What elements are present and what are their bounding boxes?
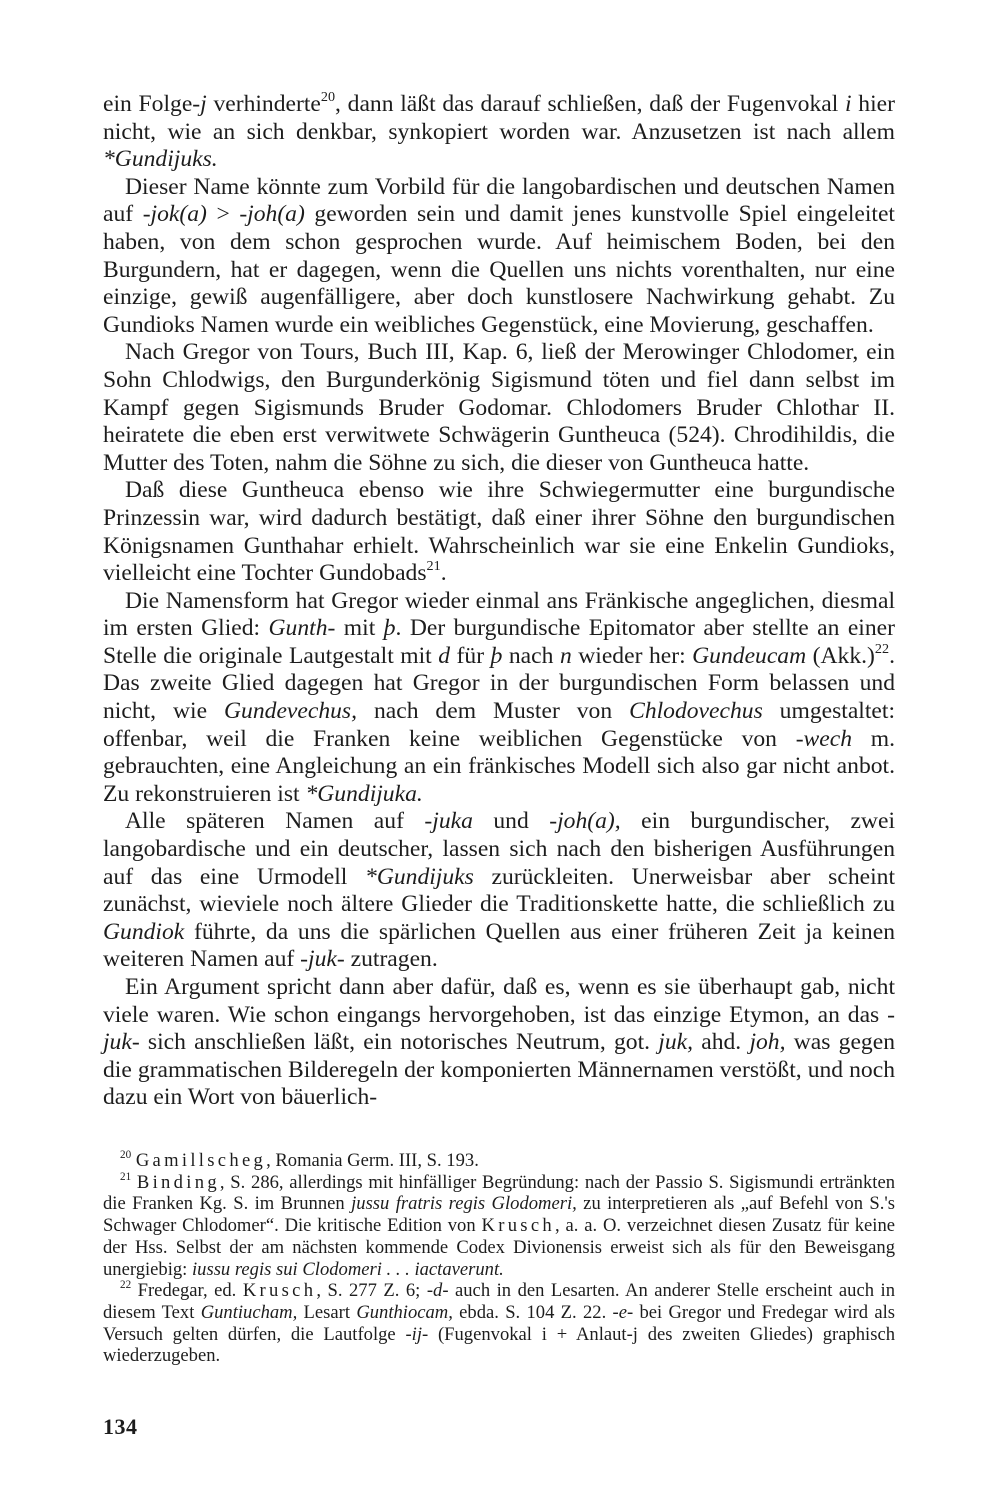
text-run: Alle späteren Namen auf: [125, 808, 425, 835]
text-run: . Der burgundische Epitomator aber stellte an einer Stelle die originale Lautgestalt mit: [103, 615, 895, 669]
text-run: geworden sein und damit jenes kunstvolle Spiel eingeleitet haben, von dem schon gesprochen wurde. Auf heimischem Boden, bei den Burgundern, hat er dagegen, wenn die Quellen uns nichts vorenthalten, nur eine einzige, gewiß augenfälligere, aber doch kunstlosere Nachwirkung gehabt. Zu Gundioks Namen wurde ein weibliches Gegenstück, eine Movierung, geschaffen.: [103, 201, 895, 338]
italic-term: Gunthiocam,: [356, 1301, 453, 1323]
italic-term: d: [438, 642, 451, 669]
text-run: ein Folge-: [103, 91, 201, 117]
italic-term: þ: [383, 615, 396, 642]
italic-term: Guntiucham,: [200, 1301, 298, 1323]
italic-term: -wech: [795, 725, 853, 752]
footnote-22: [103, 1280, 895, 1367]
text-run: , Romania Germ. III, S. 193.: [266, 1150, 479, 1171]
footnote-ref: 20: [320, 89, 336, 106]
italic-term: -d-: [426, 1280, 449, 1302]
text-run: zurückleiten. Unerweisbar aber scheint zunächst, wieviele noch ältere Glieder die Traditionskette hatte, die schließlich zu: [103, 863, 895, 918]
italic-term: Chlodovechus: [629, 698, 763, 725]
italic-term: -ij-: [405, 1323, 429, 1345]
text-run: nach dem Muster von: [357, 698, 630, 725]
footnote-ref: 22: [120, 1279, 132, 1292]
paragraph: [103, 974, 895, 1112]
text-run: ein burgundischer, zwei langobardische und ein deutscher, lassen sich nach den bisherigen Ausführungen auf das eine Urmodell: [103, 808, 895, 890]
italic-term: Gundeucam: [692, 642, 807, 669]
spaced-author-name: Binding: [136, 1171, 220, 1193]
footnote-ref: 21: [120, 1170, 132, 1183]
spaced-author-name: Gamillscheg: [135, 1150, 267, 1171]
text-run: Die Namensform hat Gregor wieder einmal ans Fränkische angeglichen, diesmal im ersten Glied:: [103, 587, 895, 642]
paragraph: [103, 339, 895, 477]
text-run: .: [440, 560, 447, 587]
italic-term: -juk-: [300, 946, 345, 973]
footnote-20: [103, 1150, 895, 1172]
text-run: und: [472, 808, 550, 835]
italic-term: Gunth-: [268, 615, 336, 642]
text-run: Nach Gregor von Tours, Buch III, Kap. 6, ließ der Merowinger Chlodomer, ein Sohn Chlodwigs, den Burgunderkönig Sigismund töten und fiel dann selbst im Kampf gegen Sigismunds Bruder Godomar. Chlodomers Bruder Chlothar II. heiratete die eben erst verwitwete Schwägerin Guntheuca (524). Chrodihildis, die Mutter des Toten, nahm die Söhne zu sich, die dieser von Guntheuca hatte.: [103, 339, 895, 476]
text-run: mit: [335, 615, 384, 642]
italic-term: *Gundijuks.: [103, 146, 218, 173]
text-run: wieder her:: [571, 642, 693, 669]
text-run: , S. 277 Z. 6;: [316, 1280, 427, 1302]
text-run: für: [450, 642, 491, 669]
text-run: ahd.: [693, 1029, 750, 1056]
footnote-ref: 20: [120, 1149, 132, 1162]
italic-term: j: [200, 91, 207, 117]
text-run: Ein Argument spricht dann aber dafür, daß es, wenn es sie überhaupt gab, nicht viele waren. Wie schon eingangs hervorgehoben, ist das einzige Etymon, an das: [103, 974, 895, 1028]
text-run: auch in den Lesarten. An anderer Stelle erscheint auch in diesem Text: [103, 1280, 895, 1323]
paragraph: [103, 477, 895, 587]
text-run: umgestaltet: offenbar, weil die Franken keine weiblichen Gegenstücke von: [103, 698, 896, 752]
spaced-author-name: Krusch: [242, 1280, 317, 1302]
italic-term: n: [559, 642, 572, 669]
text-run: führte, da uns die spärlichen Quellen aus einer früheren Zeit ja keinen weiteren Namen auf: [103, 918, 895, 973]
italic-term: þ: [490, 642, 503, 669]
italic-term: -jok(a): [142, 201, 207, 228]
page-number: 134: [103, 1414, 138, 1439]
text-run: bei Gregor und Fredegar wird als Versuch gelten dürfen, die Lautfolge: [103, 1301, 895, 1345]
italic-term: -juk-: [103, 1001, 895, 1056]
text-run: (Fugenvokal i + Anlaut-j des zweiten Gliedes) graphisch wiederzugeben.: [103, 1323, 895, 1367]
paragraph: [103, 174, 895, 340]
italic-term: juk,: [658, 1029, 694, 1056]
text-run: ebda. S. 104 Z. 22.: [452, 1301, 613, 1323]
text-run: , S. 286, allerdings mit hinfälliger Begründung: nach der Passio S. Sigismundi ertränkten die Franken Kg. S. im Brunnen: [103, 1171, 895, 1215]
text-run: m. gebrauchten, eine Angleichung an ein fränkisches Modell sich also gar nicht anbot. Zu rekonstruieren ist: [103, 725, 895, 807]
text-run: >: [206, 201, 240, 228]
italic-term: *Gundijuka.: [305, 780, 423, 807]
text-run: . Das zweite Glied dagegen hat Gregor in der burgundischen Form belassen und nicht, wie: [103, 642, 895, 725]
italic-term: -e-: [612, 1301, 634, 1323]
italic-term: -joh(a),: [549, 808, 621, 835]
italic-term: -juka: [424, 808, 473, 835]
paragraph: [103, 91, 895, 174]
text-run: , a. a. O. verzeichnet diesen Zusatz für keine der Hss. Selbst der am nächsten kommende Codex Divionensis erweist sich als für den Beweisgang unergiebig:: [103, 1215, 896, 1280]
italic-term: joh,: [749, 1029, 786, 1056]
footnote-ref: 22: [874, 640, 890, 657]
footnotes: [103, 1150, 895, 1367]
paragraph: [103, 808, 895, 974]
spaced-author-name: Krusch: [481, 1215, 555, 1237]
paragraph: [103, 588, 895, 809]
text-run: Dieser Name könnte zum Vorbild für die langobardischen und deutschen Namen auf: [103, 173, 895, 228]
italic-term: i: [845, 91, 852, 117]
footnote-ref: 21: [426, 558, 441, 575]
text-run: hier nicht, wie an sich denkbar, synkopiert worden war. Anzusetzen ist nach allem: [103, 91, 895, 145]
text-run: Lesart: [297, 1301, 357, 1323]
italic-term: -joh(a): [239, 201, 305, 228]
italic-term: Gundiok: [103, 918, 185, 945]
text-run: sich anschließen läßt, ein notorisches Neutrum, got.: [139, 1029, 659, 1056]
text-run: verhinderte: [206, 91, 321, 117]
italic-term: iussu regis sui Clodomeri . . . iactaverunt.: [192, 1258, 504, 1280]
italic-term: jussu fratris regis Glodomeri,: [351, 1193, 577, 1215]
text-run: was gegen die grammatischen Bilderegeln der komponierten Männernamen verstößt, und noch dazu ein Wort von bäuerlich-: [103, 1029, 896, 1111]
main-text: [103, 91, 895, 1112]
text-run: zutragen.: [344, 946, 438, 973]
italic-term: Gundevechus,: [224, 698, 358, 725]
footnote-21: [103, 1172, 895, 1281]
text-run: , dann läßt das darauf schließen, daß der Fugenvokal: [335, 91, 846, 117]
text-run: (Akk.): [806, 642, 875, 669]
italic-term: *Gundijuks: [365, 863, 474, 890]
text-run: nach: [502, 642, 560, 669]
text-run: zu interpretieren als „auf Befehl von S.'s Schwager Chlodomer“. Die kritische Edition von: [103, 1193, 895, 1237]
text-run: Fredegar, ed.: [131, 1280, 243, 1302]
text-run: Daß diese Guntheuca ebenso wie ihre Schwiegermutter eine burgundische Prinzessin war, wird dadurch bestätigt, daß einer ihrer Söhne den burgundischen Königsnamen Gunthahar erhielt. Wahrscheinlich war sie eine Enkelin Gundioks, vielleicht eine Tochter Gundobads: [103, 477, 895, 587]
